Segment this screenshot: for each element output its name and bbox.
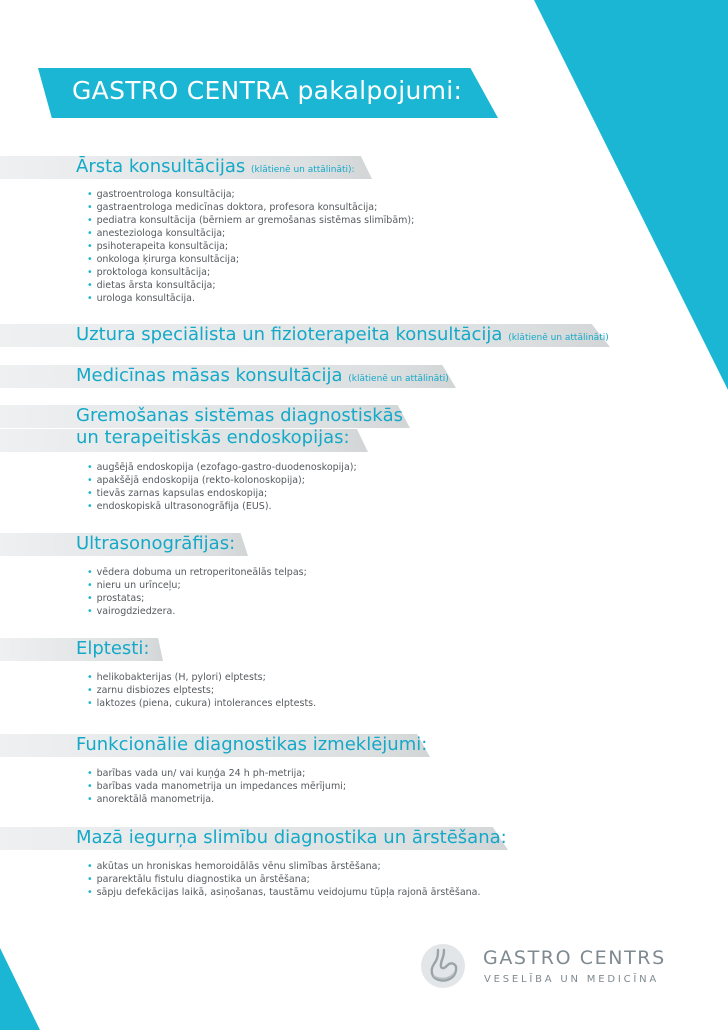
list-item: • nieru un urīnceļu; [87, 579, 307, 592]
endoscopy-list [87, 461, 357, 513]
functional-diagnostics-list [87, 767, 346, 806]
list-item: • proktologa konsultācija; [87, 266, 414, 279]
section-heading-nurse-consultation [76, 365, 449, 390]
section-heading-ultrasound [76, 533, 235, 555]
logo-tagline: VESELĪBA UN MEDICĪNA [484, 974, 660, 985]
list-item: • barības vada un/ vai kuņģa 24 h ph-metrija; [87, 767, 346, 780]
list-item: • gastroentrologa konsultācija; [87, 188, 414, 201]
section-heading-nutrition-physio [76, 324, 609, 349]
list-item: • onkologa ķirurga konsultācija; [87, 253, 414, 266]
list-item: • zarnu disbiozes elptests; [87, 684, 316, 697]
list-item: • vairogdziedzera. [87, 605, 307, 618]
gastro-centrs-logo [420, 943, 690, 991]
doctor-consultations-list [87, 188, 414, 305]
list-item: • tievās zarnas kapsulas endoskopija; [87, 487, 357, 500]
list-item: • sāpju defekācijas laikā, asiņošanas, taustāmu veidojumu tūpļa rajonā ārstēšana. [87, 886, 481, 899]
ultrasound-list [87, 566, 307, 618]
breath-tests-list [87, 671, 316, 710]
logo-name: GASTRO CENTRS [483, 947, 666, 969]
section-heading-note: (klātienē un attālināti) [348, 374, 449, 384]
section-heading-line: Gremošanas sistēmas diagnostiskās [76, 405, 404, 426]
list-item: • prostatas; [87, 592, 307, 605]
stomach-logo-icon [420, 943, 466, 989]
list-item: • psihoterapeita konsultācija; [87, 240, 414, 253]
list-item: • barības vada manometrija un impedances mērījumi; [87, 780, 346, 793]
list-item: • urologa konsultācija. [87, 292, 414, 305]
section-heading-text: Medicīnas māsas konsultācija [76, 365, 343, 386]
section-heading-text: Ārsta konsultācijas [76, 156, 246, 177]
list-item: • gastraentrologa medicīnas doktora, profesora konsultācija; [87, 201, 414, 214]
section-heading-text: Uztura speciālista un fizioterapeita konsultācija [76, 324, 503, 345]
list-item: • helikobakterijas (H, pylori) elptests; [87, 671, 316, 684]
list-item: • endoskopiskā ultrasonogrāfija (EUS). [87, 500, 357, 513]
list-item: • anesteziologa konsultācija; [87, 227, 414, 240]
list-item: • laktozes (piena, cukura) intolerances elptests. [87, 697, 316, 710]
section-heading-text: Mazā iegurņa slimību diagnostika un ārstēšana: [76, 827, 507, 848]
list-item: • anorektālā manometrija. [87, 793, 346, 806]
section-heading-text: Elptesti: [76, 638, 150, 659]
section-heading-text: Funkcionālie diagnostikas izmeklējumi: [76, 734, 428, 755]
list-item: • apakšējā endoskopija (rekto-kolonoskopija); [87, 474, 357, 487]
pelvic-diseases-list [87, 860, 481, 899]
section-heading-pelvic-diseases [76, 827, 507, 849]
list-item: • pediatra konsultācija (bērniem ar gremošanas sistēmas slimībām); [87, 214, 414, 227]
list-item: • augšējā endoskopija (ezofago-gastro-duodenoskopija); [87, 461, 357, 474]
section-heading-note: (klātienē un attālināti): [251, 165, 355, 175]
section-heading-text: Ultrasonogrāfijas: [76, 533, 236, 554]
section-heading-doctor-consultations [76, 156, 355, 181]
list-item: • akūtas un hroniskas hemoroidālās vēnu slimības ārstēšana; [87, 860, 481, 873]
list-item: • pararektālu fistulu diagnostika un ārstēšana; [87, 873, 481, 886]
section-heading-endoscopy [76, 405, 403, 449]
list-item: • dietas ārsta konsultācija; [87, 279, 414, 292]
bottom-left-accent-shape [0, 948, 40, 1030]
section-heading-breath-tests [76, 638, 149, 660]
section-heading-note: (klātienē un attālināti) [508, 333, 609, 343]
section-heading-functional-diagnostics [76, 734, 427, 756]
section-heading-line: un terapeitiskās endoskopijas: [76, 427, 350, 448]
list-item: • vēdera dobuma un retroperitoneālās telpas; [87, 566, 307, 579]
page-title: GASTRO CENTRA pakalpojumi: [72, 76, 463, 105]
